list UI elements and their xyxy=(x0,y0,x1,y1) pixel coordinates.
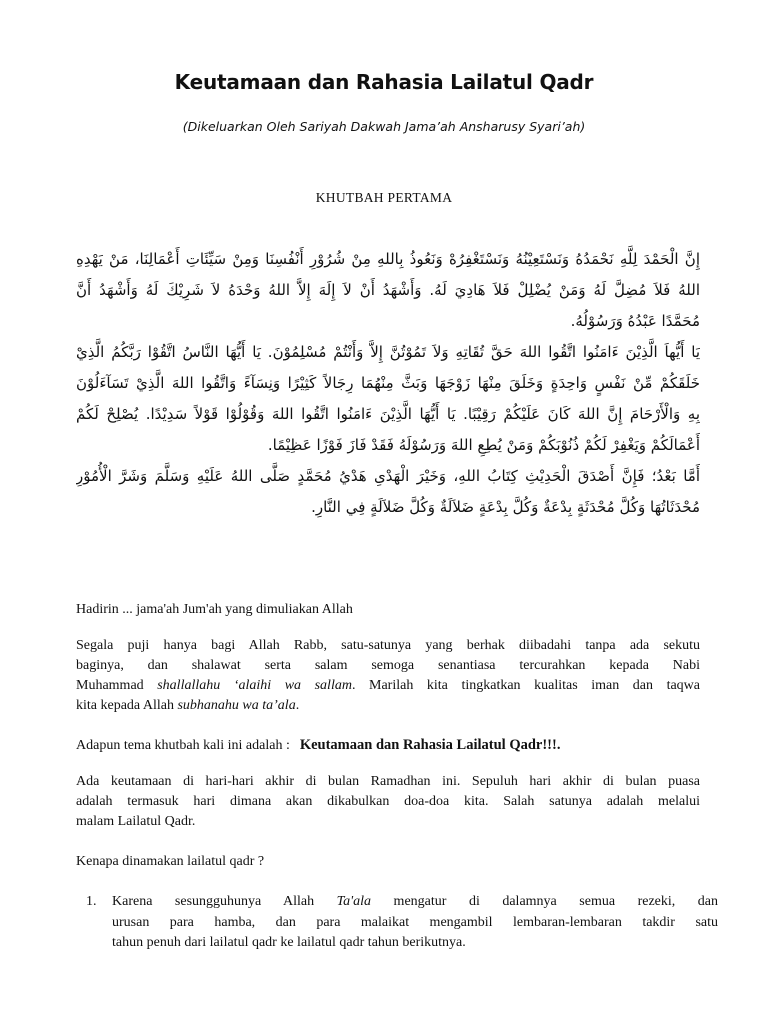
praise-paragraph xyxy=(76,636,700,716)
ramadhan-line: malam Lailatul Qadr. xyxy=(76,814,196,829)
arabic-line: أَمَّا بَعْدُ؛ فَإِنَّ أَصْدَقَ الْحَدِيْثِ كِتَابُ اللهِ، وَخَيْرَ الْهَدْىِ هَدْيُ مُحَمَّدٍ صَلَّى اللهُ عَلَيْهِ وَسَلَّمَ وَشَرَّ الْأُمُوْرِ xyxy=(76,467,700,485)
reason-text: Karena sesungguhunya Allah xyxy=(112,894,337,909)
reason-line: tahun penuh dari lailatul qadr ke lailatul qadr tahun berikutnya. xyxy=(112,935,466,950)
reason-line xyxy=(112,892,718,913)
arabic-opening-block xyxy=(76,244,700,523)
praise-line: Segala puji hanya bagi Allah Rabb, satu-satunya yang berhak diibadahi tanpa ada sekutu xyxy=(76,638,700,653)
reason-text: mengatur di dalamnya semua rezeki, dan xyxy=(371,894,718,909)
arabic-line: اللهُ فَلاَ مُضِلَّ لَهُ وَمَنْ يُضْلِلْ فَلاَ هَادِيَ لَهُ. وَأَشْهَدُ أَنْ لاَ إِلَهَ إِلاَّ اللهُ وَحْدَهُ لاَ شَرِيْكَ لَهُ وَأَشْهَدُ أَنَّ xyxy=(76,281,700,299)
praise-text: kita kepada Allah xyxy=(76,698,178,713)
arabic-line: مُحْدَثَاتُهَا وَكُلَّ مُحْدَثَةٍ بِدْعَةٌ وَكُلَّ بِدْعَةٍ ضَلاَلَةٌ وَكُلَّ ضَلاَلَةٍ فِي النَّارِ. xyxy=(311,498,700,516)
arabic-line: بِهِ وَالْأَرْحَامَ إِنَّ اللهَ كَانَ عَلَيْكُمْ رَقِيْبًا. يَا أَيُّهَا الَّذِيْنَ ءَامَنُوا اتَّقُوا اللهَ وَقُوْلُوْا قَوْلاً سَدِيْدًا. يُصْلِحْ لَكُمْ xyxy=(76,405,700,423)
salawat-phrase: shallallahu ‘alaihi wa sallam xyxy=(157,678,352,693)
theme-paragraph xyxy=(76,735,700,756)
ramadhan-paragraph xyxy=(76,772,700,832)
question-paragraph xyxy=(76,852,700,872)
praise-text: . xyxy=(295,698,300,713)
praise-text: . Marilah kita tingkatkan kualitas iman dan taqwa xyxy=(351,678,700,693)
arabic-line: إِنَّ الْحَمْدَ لِلَّهِ نَحْمَدُهُ وَنَسْتَعِيْنُهُ وَنَسْتَغْفِرُهْ وَنَعُوذُ بِاللهِ مِنْ شُرُوْرِ أَنْفُسِنَا وَمِنْ سَيِّئَاتِ أَعْمَالِنَا، مَنْ يَهْدِهِ xyxy=(76,250,700,268)
arabic-line: مُحَمَّدًا عَبْدُهُ وَرَسُوْلُهُ. xyxy=(570,312,700,330)
reason-list-item xyxy=(86,892,718,954)
praise-line: baginya, dan shalawat serta salam semoga senantiasa tercurahkan kepada Nabi xyxy=(76,658,700,673)
document-subtitle: (Dikeluarkan Oleh Sariyah Dakwah Jama’ah Ansharusy Syari’ah) xyxy=(182,119,586,134)
arabic-line: يَا أَيُّهاَ الَّذِيْنَ ءَامَنُوا اتَّقُوا اللهَ حَقَّ تُقَاتِهِ وَلاَ تَمُوْتُنَّ إِلاَّ وَأَنْتُمْ مُسْلِمُوْنَ. يَا أَيُّهَا النَّاسُ اتَّقُوْا رَبَّكُمُ الَّذِيْ xyxy=(76,343,700,361)
praise-text: Muhammad xyxy=(76,678,158,693)
question-text: Kenapa dinamakan lailatul qadr ? xyxy=(76,854,265,869)
section-heading: KHUTBAH PERTAMA xyxy=(315,190,453,205)
ramadhan-line: adalah termasuk hari dimana akan dikabulkan doa-doa kita. Salah satunya adalah melalui xyxy=(76,794,700,809)
greeting-paragraph xyxy=(76,600,700,620)
ramadhan-line: Ada keutamaan di hari-hari akhir di bulan Ramadhan ini. Sepuluh hari akhir di bulan puasa xyxy=(76,774,700,789)
list-number: 1. xyxy=(86,894,97,909)
document-title: Keutamaan dan Rahasia Lailatul Qadr xyxy=(174,70,594,94)
arabic-line: خَلَقَكُمْ مِّنْ نَفْسٍ وَاحِدَةٍ وَخَلَقَ مِنْهَا زَوْجَهَا وَبَثَّ مِنْهُمَا رِجَالاً كَثِيْرًا وَنِسَآءً وَاتَّقُوا اللهَ الَّذِيْ تَسَآءَلُوْنَ xyxy=(76,374,700,392)
greeting-text: Hadirin ... jama'ah Jum'ah yang dimuliakan Allah xyxy=(76,602,353,617)
reason-line: urusan para hamba, dan para malaikat mengambil lembaran-lembaran takdir satu xyxy=(112,914,718,930)
arabic-line: أَعْمَالَكُمْ وَيَغْفِرْ لَكُمْ ذُنُوْبَكُمْ وَمَنْ يُطِعِ اللهَ وَرَسُوْلَهُ فَقَدْ فَازَ فَوْزًا عَظِيْمًا. xyxy=(267,436,700,454)
tasbih-phrase: subhanahu wa ta’ala xyxy=(177,698,296,713)
taala-phrase: Ta'ala xyxy=(336,894,372,909)
praise-line xyxy=(76,676,700,696)
theme-label: Adapun tema khutbah kali ini adalah : xyxy=(76,738,290,753)
theme-title: Keutamaan dan Rahasia Lailatul Qadr!!!. xyxy=(299,737,561,753)
praise-line xyxy=(76,696,700,716)
